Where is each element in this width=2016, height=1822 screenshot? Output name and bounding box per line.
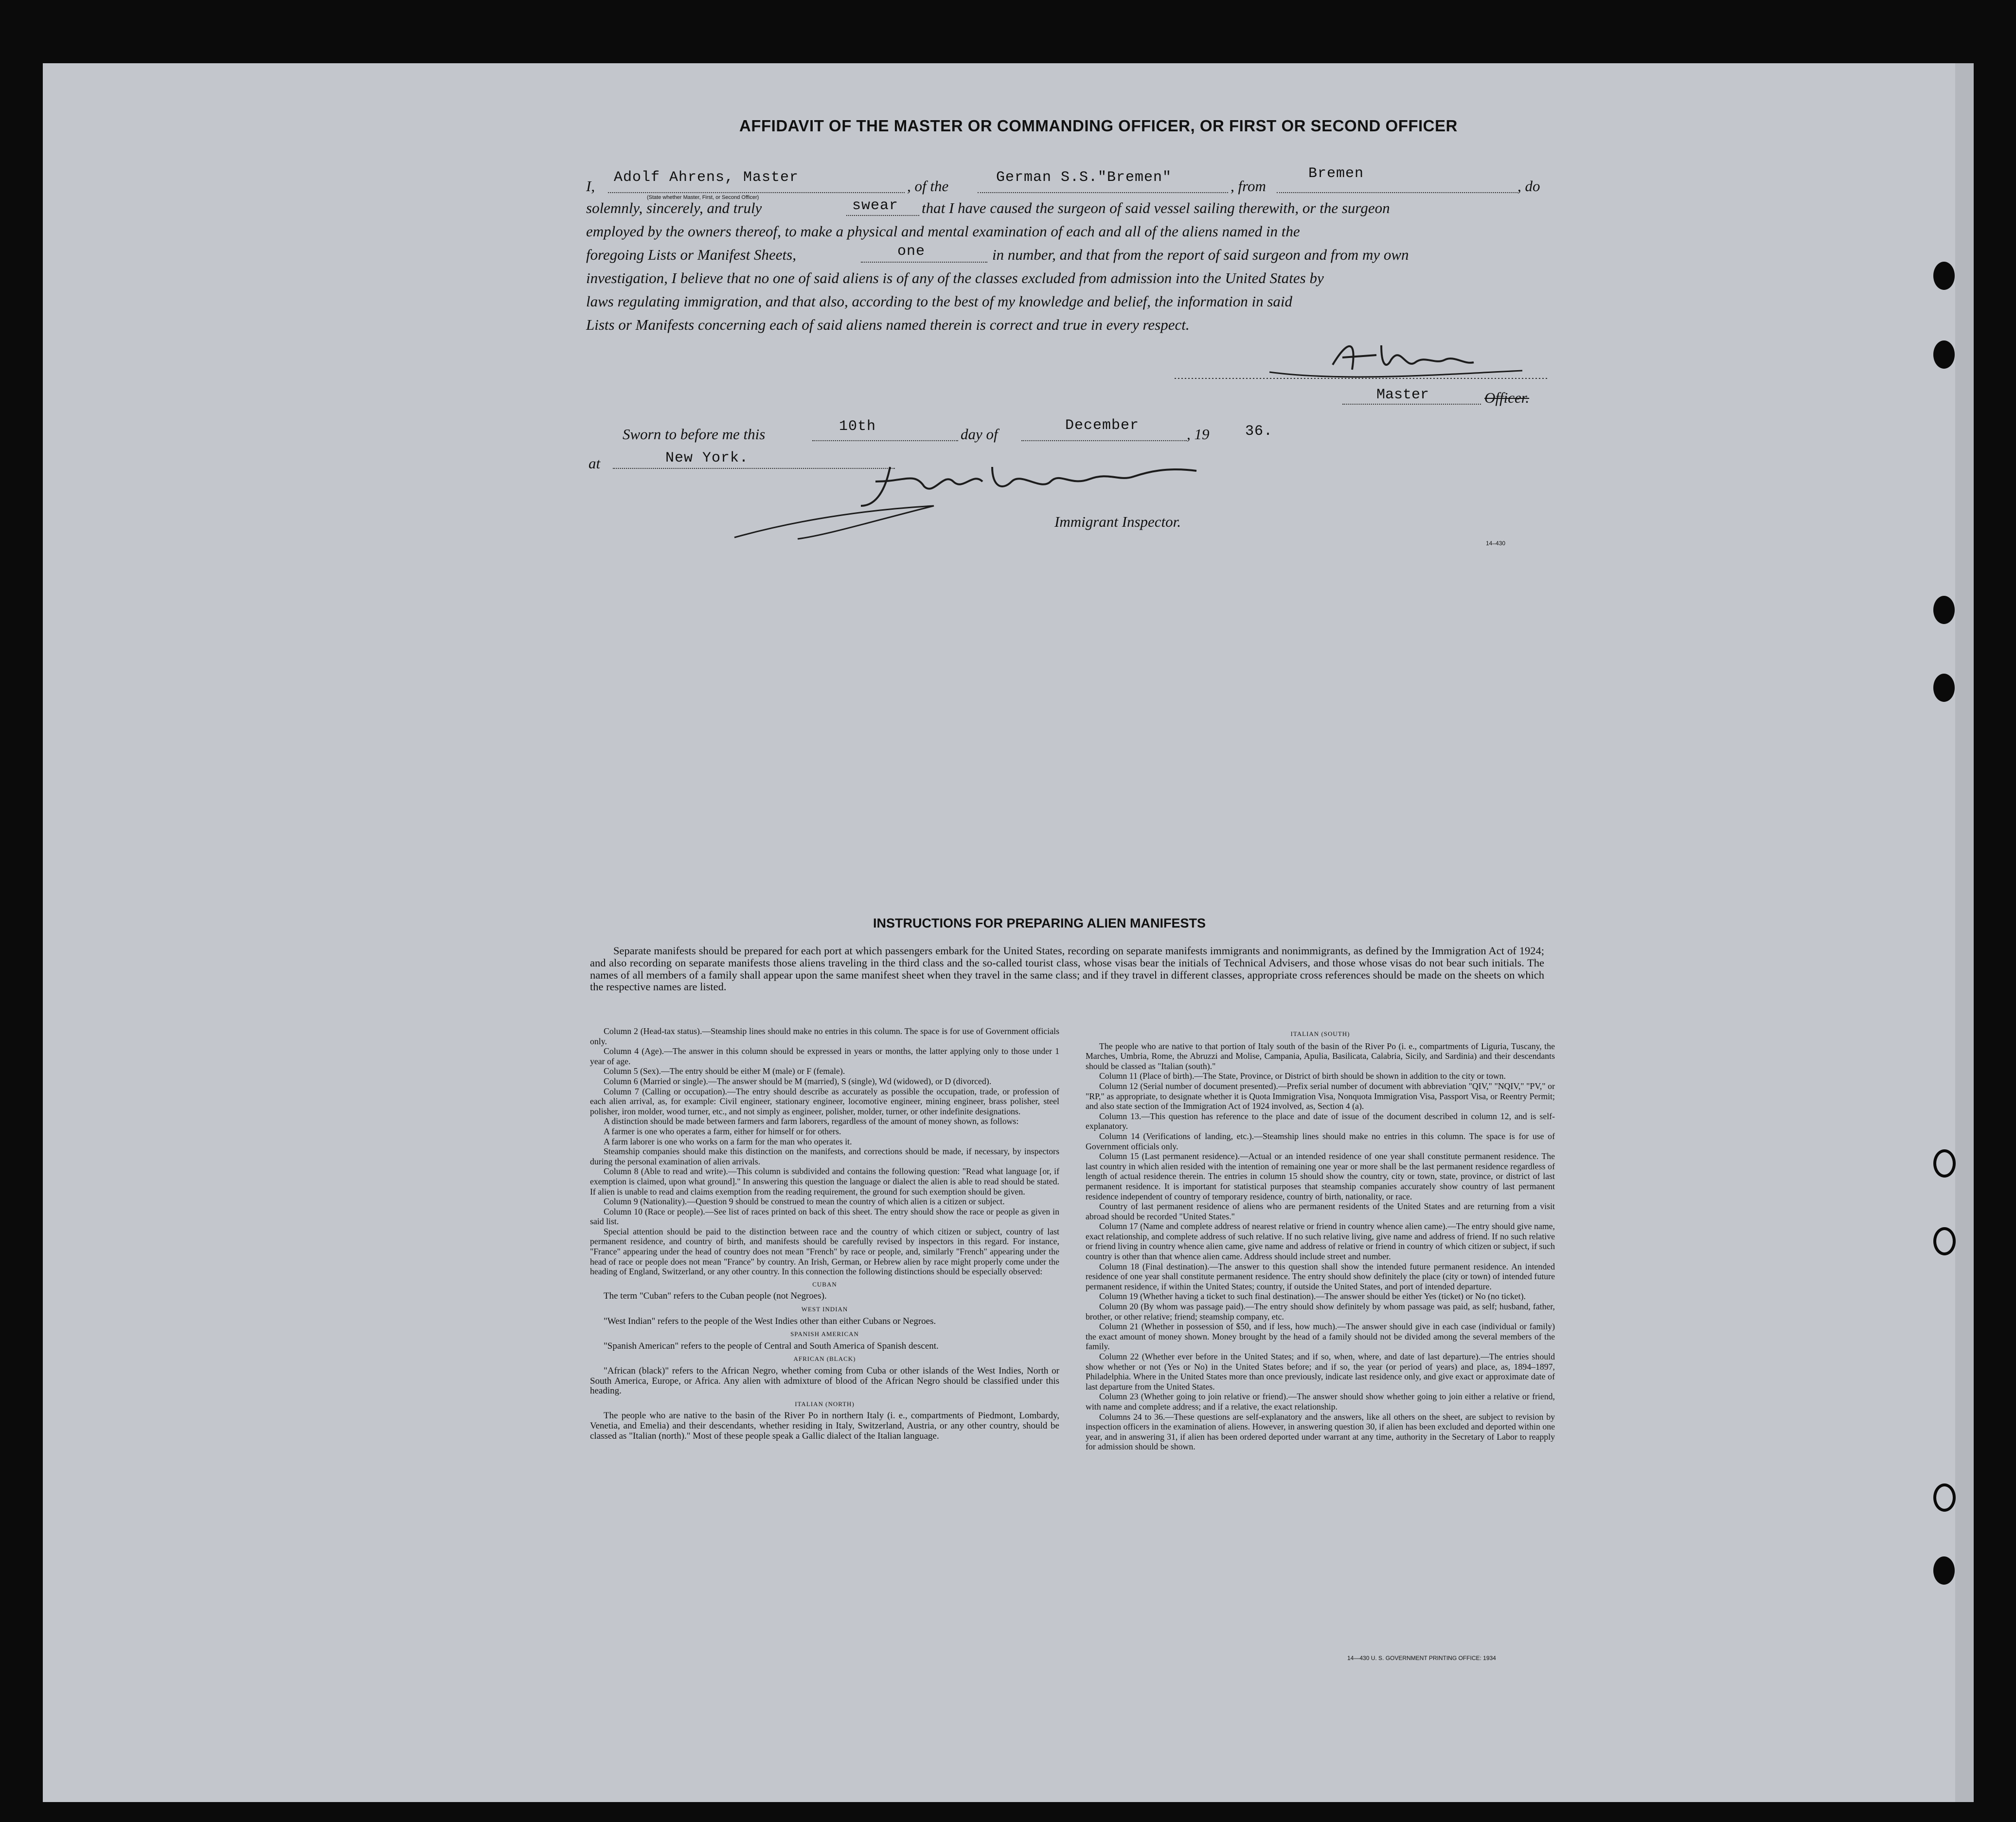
sworn-year-field: 36. — [1245, 423, 1273, 440]
paragraph: A farm laborer is one who works on a farm for the man who operates it. — [604, 1136, 852, 1146]
paragraph: Column 9 (Nationality).—Question 9 should be construed to mean the country of which alien is a citizen or subject. — [604, 1197, 1005, 1207]
inspector-label: Immigrant Inspector. — [1054, 513, 1181, 530]
paragraph: Column 15 (Last permanent residence).—Actual or an intended residence of one year shall constitute permanent residence. The last country in which alien resided with the intention of remaining one year or more shall be the last permanent residence regardless of length of actual residence therein. The entries in column 15 should show the country, city or town, state, province, or district of last permanent residence. It is important for statistical purposes that steamship companies accurately show country of last permanent residence independent of country of temporary residence, country of birth, nationality, or race. — [1086, 1151, 1555, 1201]
day-of-text: day of — [961, 426, 998, 443]
paragraph: Steamship companies should make this distinction on the manifests, and corrections should be made, if necessary, by inspectors during the personal examination of alien arrivals. — [590, 1146, 1059, 1166]
binder-hole — [1933, 1483, 1956, 1512]
affidavit-line-6: laws regulating immigration, and that also, according to the best of my knowledge and belief, the information in said — [586, 293, 1293, 310]
text: that I have caused the surgeon of said vessel sailing therewith, or the surgeon — [922, 199, 1390, 216]
fill-line — [812, 440, 958, 441]
binder-hole — [1933, 596, 1955, 624]
paragraph: A distinction should be made between farmers and farm laborers, regardless of the amount of money shown, as follows: — [604, 1116, 1019, 1126]
sworn-day-field: 10th — [839, 418, 876, 435]
master-name-field: Adolf Ahrens, Master — [614, 169, 799, 186]
paragraph: Column 18 (Final destination).—The answer to this question shall show the intended future permanent residence. An intended residence of one year shall constitute permanent residence. The entry should show definitely the place (city or town) of intended future permanent residence, if within the United States; country, if outside the United States, and port of intended departure. — [1086, 1261, 1555, 1291]
paragraph: Column 11 (Place of birth).—The State, Province, or District of birth should be shown in addition to the city or town. — [1099, 1071, 1506, 1081]
paragraph: "Spanish American" refers to the people of Central and South America of Spanish descent. — [604, 1340, 939, 1351]
section-heading: WEST INDIAN — [801, 1305, 848, 1313]
text: in number, and that from the report of said surgeon and from my own — [992, 246, 1409, 263]
section-heading: CUBAN — [812, 1280, 837, 1288]
port-field: Bremen — [1308, 165, 1364, 182]
binder-hole — [1933, 1556, 1955, 1585]
paragraph: Column 19 (Whether having a ticket to such final destination).—The answer should be either Yes (ticket) or No (no ticket). — [1099, 1291, 1526, 1302]
paragraph: Column 13.—This question has reference to the place and date of issue of the document described in column 12, and is self-explanatory. — [1086, 1111, 1555, 1131]
fill-line — [1277, 192, 1517, 193]
officer-hint: (State whether Master, First, or Second Officer) — [647, 195, 759, 200]
paragraph: Column 7 (Calling or occupation).—The entry should describe as accurately as possible the occupation, trade, or profession of each alien arrival, as, for example: Civil engineer, stationary engineer, locomotive engineer, mining engineer, brass polisher, steel polisher, iron molder, wood turner, etc., and not simply as engineer, polisher, molder, turner, or other indefinite designations. — [590, 1086, 1059, 1116]
master-signature — [1172, 336, 1552, 389]
section-heading: AFRICAN (BLACK) — [793, 1355, 856, 1363]
paragraph: "West Indian" refers to the people of the West Indies other than either Cubans or Negroes. — [604, 1316, 936, 1326]
binder-hole — [1933, 1227, 1956, 1255]
fill-line — [1342, 404, 1481, 405]
paragraph: Column 12 (Serial number of document presented).—Prefix serial number of document with abbreviation "QIV," "NQIV," "PV," or "RP," as appropriate, to designate whether it is Quota Immigration Visa, Nonquota Immigration Visa, Passport Visa, or Reentry Permit; and also state section of the Immigration Act of 1924 involved, as, Section 4 (a). — [1086, 1081, 1555, 1111]
year-prefix: , 19 — [1187, 426, 1210, 443]
paragraph: Column 10 (Race or people).—See list of races printed on back of this sheet. The entry should show the race or people as given in said list. — [590, 1206, 1059, 1227]
paragraph: Column 6 (Married or single).—The answer should be M (married), S (single), Wd (widowed), or D (divorced). — [604, 1076, 992, 1086]
paragraph: Column 8 (Able to read and write).—This column is subdivided and contains the following question: "Read what language [or, if exemption is claimed, upon what ground]." In answering this question the language or dialect the alien is able to read should be stated. If alien is unable to read and claims exemption from the reading requirement, the ground for such exemption should be given. — [590, 1166, 1059, 1197]
vessel-field: German S.S."Bremen" — [996, 169, 1172, 186]
text: I, — [586, 178, 595, 195]
section-heading: SPANISH AMERICAN — [790, 1330, 859, 1338]
affidavit-line-2 — [586, 199, 762, 217]
text: solemnly, sincerely, and truly — [586, 199, 762, 216]
paragraph: The people who are native to the basin of the River Po in northern Italy (i. e., compartments of Piedmont, Lombardy, Venetia, and Emelia) and their descendants, whether residing in Italy, Switzerland, Austria, or any other country, should be classed as "Italian (north)." Most of these people speak a Gallic dialect of the Italian language. — [590, 1411, 1059, 1441]
section-heading: ITALIAN (NORTH) — [795, 1400, 855, 1408]
section-heading: ITALIAN (SOUTH) — [1290, 1030, 1350, 1037]
paragraph: Column 2 (Head-tax status).—Steamship lines should make no entries in this column. The space is for use of Government officials only. — [590, 1026, 1059, 1046]
text: , from — [1231, 178, 1266, 195]
paragraph: A farmer is one who operates a farm, either for himself or for others. — [604, 1126, 841, 1136]
oath-field: swear — [852, 197, 899, 214]
sworn-text: Sworn to before me this — [623, 426, 766, 443]
text: , of the — [907, 178, 949, 195]
binder-hole — [1933, 262, 1955, 290]
sworn-month-field: December — [1065, 417, 1140, 434]
signer-rank: Master — [1376, 387, 1429, 403]
fill-line — [978, 192, 1228, 193]
affidavit-line-1 — [586, 178, 595, 195]
sheet-edge — [1955, 63, 1974, 1802]
affidavit-line-3: employed by the owners thereof, to make a physical and mental examination of each and all of the aliens named in the — [586, 223, 1300, 240]
instructions-right-column — [1086, 1026, 1555, 1452]
fill-line — [861, 262, 987, 263]
paragraph: Column 17 (Name and complete address of nearest relative or friend in country whence alien came).—The entry should give name, exact relationship, and complete address of such relative. If no such relative living, give name and address of friend. If no such relative or friend living in country whence alien came, give name and address of relative or friend in country of which citizen or subject, if such country is other than that whence alien came. Address should include street and number. — [1086, 1221, 1555, 1262]
paragraph: "African (black)" refers to the African Negro, whether coming from Cuba or other islands of the West Indies, North or South America, Europe, or Africa. Any alien with admixture of blood of the African Negro should be classified under this heading. — [590, 1366, 1059, 1396]
paragraph: Column 5 (Sex).—The entry should be either M (male) or F (female). — [604, 1066, 845, 1076]
paragraph: Columns 24 to 36.—These questions are self-explanatory and the answers, like all others on the sheet, are subject to revision by inspection officers in the examination of aliens. However, in answering question 30, if alien has been excluded and deported within one year, and in answering 31, if alien has been ordered deported under warrant at any time, authority in the Secretary of Labor to reapply for admission should be shown. — [1086, 1411, 1555, 1452]
paragraph: The people who are native to that portion of Italy south of the basin of the River Po (i. e., compartments of Liguria, Tuscany, the Marches, Umbria, Rome, the Abruzzi and Molise, Campania, Apulia, Basilicata, Calabria, Sicily, and Sardinia) and their descendants should be classed as "Italian (south)." — [1086, 1041, 1555, 1071]
count-field: one — [897, 243, 926, 260]
affidavit-line-4: foregoing Lists or Manifest Sheets, — [586, 246, 796, 263]
binder-hole — [1933, 340, 1955, 369]
form-number: 14–430 — [1486, 540, 1506, 547]
at-label: at — [589, 455, 601, 472]
affidavit-line-7: Lists or Manifests concerning each of said aliens named therein is correct and true in every respect. — [586, 316, 1190, 333]
instructions-intro: Separate manifests should be prepared for each port at which passengers embark for the United States, recording on separate manifests immigrants and nonimmigrants, as defined by the Immigration Act of 1924; and also recording on separate manifests those aliens traveling in the third class and the so-called tourist class, whose visas bear the initials of Technical Advisers, and those whose visas do not bear such initials. The names of all members of a family shall appear upon the same manifest sheet when they travel in the same class; and if they travel in different classes, appropriate cross references should be made on the sheets on which the respective names are listed. — [590, 945, 1544, 993]
printing-footer: 14—430 U. S. GOVERNMENT PRINTING OFFICE: 1934 — [1347, 1655, 1496, 1661]
inspector-signature — [730, 452, 1226, 550]
paragraph: Column 23 (Whether going to join relative or friend).—The answer should show whether going to join either a relative or friend, with name and complete address; and if a relative, the exact relationship. — [1086, 1392, 1555, 1411]
affidavit-line-5: investigation, I believe that no one of said aliens is of any of the classes excluded from admission into the United States by — [586, 269, 1324, 286]
paragraph: Special attention should be paid to the distinction between race and the country of which citizen or subject, country of last permanent residence, and country of birth, and manifests should be carefully revised by inspectors in this regard. For instance, "France" appearing under the head of country does not mean "French" by race or people, and, similarly "French" appearing under the head of race or people does not mean "France" by country. An Irish, German, or Hebrew alien by race might properly come under the heading of England, Switzerland, or any other country. In this connection the following distinctions should be especially observed: — [590, 1226, 1059, 1277]
instructions-left-column — [590, 1026, 1059, 1441]
paragraph: Column 4 (Age).—The answer in this column should be expressed in years or months, the latter applying only to those under 1 year of age. — [590, 1046, 1059, 1066]
fill-line — [1021, 440, 1187, 441]
officer-label: Officer. — [1484, 389, 1530, 406]
text: , do — [1517, 178, 1540, 195]
instructions-title: INSTRUCTIONS FOR PREPARING ALIEN MANIFESTS — [873, 916, 1206, 930]
binder-hole — [1933, 1149, 1956, 1178]
paragraph: Column 21 (Whether in possession of $50, and if less, how much).—The answer should give in each case (individual or family) the exact amount of money shown. Money brought by the head of a family should not be divided among the several members of the family. — [1086, 1322, 1555, 1352]
paragraph: The term "Cuban" refers to the Cuban people (not Negroes). — [604, 1291, 827, 1302]
fill-line — [608, 192, 905, 193]
affidavit-title: AFFIDAVIT OF THE MASTER OR COMMANDING OFFICER, OR FIRST OR SECOND OFFICER — [739, 117, 1458, 135]
place-field: New York. — [665, 450, 749, 466]
paragraph: Column 20 (By whom was passage paid).—The entry should show definitely by whom passage was paid, as self; husband, father, brother, or other relative; friend; steamship company, etc. — [1086, 1302, 1555, 1322]
paragraph: Column 22 (Whether ever before in the United States; and if so, when, where, and date of last departure).—The entries should show whether or not (Yes or No) in the United States before; and if so, the year (or period of years) and place, as, 1894–1897, Philadelphia. Where in the United States more than once previously, indicate last residence only, and give exact or approximate date of last departure from the United States. — [1086, 1352, 1555, 1392]
fill-line — [846, 215, 919, 216]
paragraph: Country of last permanent residence of aliens who are permanent residents of the United States and are returning from a visit abroad should be recorded "United States." — [1086, 1201, 1555, 1221]
binder-hole — [1933, 674, 1955, 702]
paragraph: Column 14 (Verifications of landing, etc.).—Steamship lines should make no entries in this column. The space is for use of Government officials only. — [1086, 1131, 1555, 1151]
